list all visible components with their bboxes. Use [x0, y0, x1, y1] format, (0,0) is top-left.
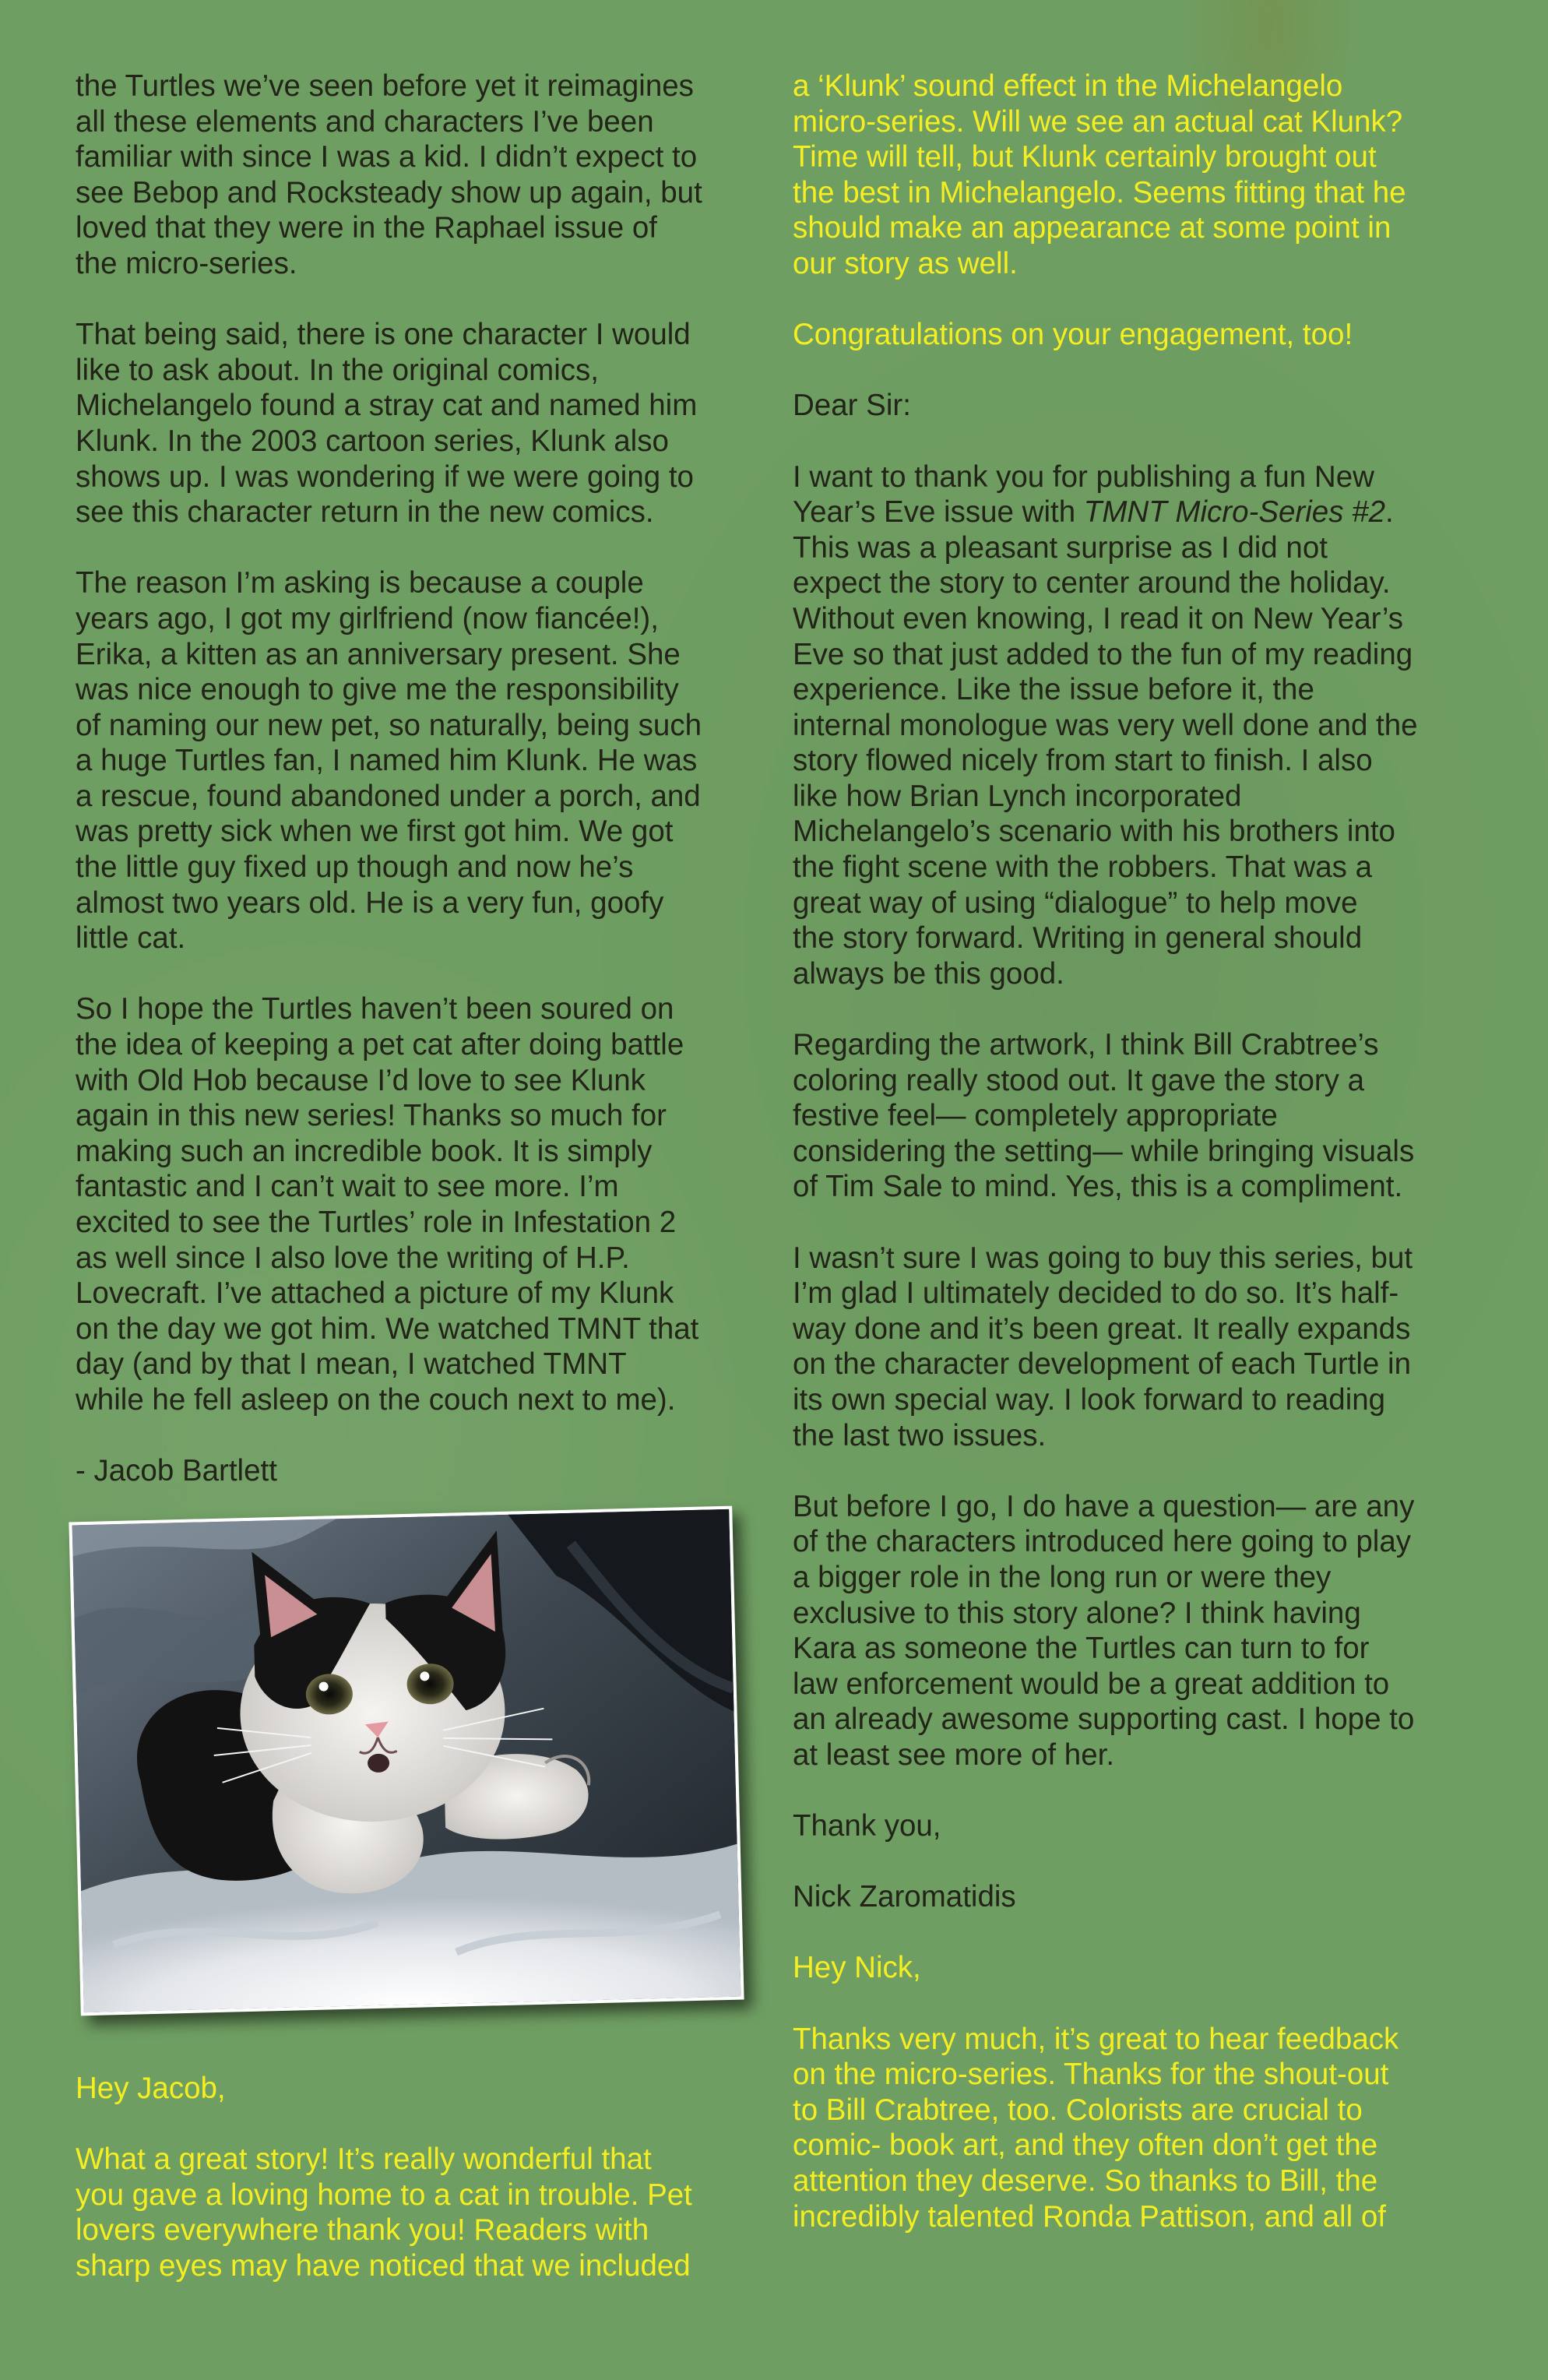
text-line: Without even knowing, I read it on New Year’s: [793, 601, 1404, 635]
reply-greeting: [76, 2071, 776, 2107]
letter-paragraph: [793, 1241, 1493, 1454]
text-line: I wasn’t sure I was going to buy this series, but: [793, 1241, 1413, 1275]
text-segment: Year’s Eve issue with: [793, 495, 1084, 530]
letter-closing: [793, 1808, 1493, 1844]
left-column: [76, 69, 776, 1524]
text-line: I’m glad I ultimately decided to do so. It’s half-: [793, 1276, 1399, 1311]
text-line: Michelangelo’s scenario with his brothers into: [793, 815, 1395, 849]
signature-text: - Jacob Bartlett: [76, 1454, 277, 1488]
text-line: a bigger role in the long run or were they: [793, 1560, 1332, 1594]
text-line: considering the setting— while bringing visuals: [793, 1134, 1415, 1168]
text-line: Lovecraft. I’ve attached a picture of my Klunk: [76, 1276, 674, 1311]
text-line: an already awesome supporting cast. I hope to: [793, 1702, 1415, 1737]
text-line: I want to thank you for publishing a fun New: [793, 459, 1374, 494]
text-line: see Bebop and Rocksteady show up again, but: [76, 175, 702, 209]
letter-paragraph: [793, 1027, 1493, 1205]
kitten-photo: [69, 1506, 744, 2016]
reply-paragraph: [76, 2142, 776, 2283]
text-line: of the characters introduced here going to play: [793, 1525, 1412, 1559]
letter-paragraph: [76, 317, 776, 530]
text-line: familiar with since I was a kid. I didn’t expect to: [76, 140, 698, 174]
text-line: exclusive to this story alone? I think having: [793, 1596, 1361, 1630]
text-line: on the day we got him. We watched TMNT that: [76, 1311, 699, 1346]
text-line: as well since I also love the writing of H.P.: [76, 1241, 630, 1275]
text-line: see this character return in the new comics.: [76, 495, 654, 530]
text-segment: .: [1384, 495, 1394, 530]
text-line: the last two issues.: [793, 1418, 1047, 1452]
text-line: Klunk. In the 2003 cartoon series, Klunk also: [76, 424, 669, 458]
text-line: a ‘Klunk’ sound effect in the Michelangelo: [793, 69, 1343, 103]
text-line: a huge Turtles fan, I named him Klunk. He was: [76, 744, 698, 778]
text-line: to Bill Crabtree, too. Colorists are crucial to: [793, 2093, 1363, 2127]
text-line: like how Brian Lynch incorporated: [793, 779, 1242, 813]
text-line: always be this good.: [793, 956, 1064, 991]
text-line: its own special way. I look forward to reading: [793, 1382, 1386, 1417]
letter-signature: [76, 1453, 776, 1489]
text-line: internal monologue was very well done and the: [793, 708, 1418, 742]
book-title: TMNT Micro-Series #2: [1083, 495, 1385, 530]
text-line: the best in Michelangelo. Seems fitting that he: [793, 175, 1406, 209]
text-line: fantastic and I can’t wait to see more. I’m: [76, 1170, 619, 1204]
text-line: like to ask about. In the original comics,: [76, 353, 599, 387]
text-line: our story as well.: [793, 246, 1018, 280]
text-line: almost two years old. He is a very fun, goofy: [76, 885, 664, 920]
text-line: the Turtles we’ve seen before yet it reimagines: [76, 69, 694, 103]
text-line: So I hope the Turtles haven’t been soured on: [76, 992, 674, 1026]
text-line: loved that they were in the Raphael issue of: [76, 211, 657, 245]
text-line: the micro-series.: [76, 246, 297, 280]
text-line: The reason I’m asking is because a couple: [76, 566, 644, 600]
text-line: coloring really stood out. It gave the story a: [793, 1063, 1365, 1097]
text-line: Thank you,: [793, 1809, 941, 1843]
text-line: [793, 495, 1493, 530]
text-line: again in this new series! Thanks so much for: [76, 1099, 667, 1133]
text-line: incredibly talented Ronda Pattison, and all of: [793, 2199, 1386, 2234]
text-line: This was a pleasant surprise as I did not: [793, 530, 1328, 565]
letter-paragraph: [793, 459, 1493, 992]
text-line: the fight scene with the robbers. That was a: [793, 850, 1373, 885]
text-line: sharp eyes may have noticed that we included: [76, 2248, 691, 2283]
text-line: Dear Sir:: [793, 389, 911, 423]
kitten-image: [72, 1509, 741, 2012]
text-line: But before I go, I do have a question— are any: [793, 1489, 1415, 1523]
text-line: the story forward. Writing in general should: [793, 921, 1363, 956]
text-line: lovers everywhere thank you! Readers with: [76, 2213, 649, 2248]
letter-greeting: [793, 388, 1493, 424]
text-line: on the character development of each Turtle in: [793, 1347, 1412, 1382]
text-line: Erika, a kitten as an anniversary present. She: [76, 637, 681, 671]
text-line: at least see more of her.: [793, 1737, 1115, 1772]
text-line: should make an appearance at some point in: [793, 211, 1391, 245]
reply-to-jacob: [76, 2071, 776, 2319]
text-line: attention they deserve. So thanks to Bill, the: [793, 2164, 1378, 2199]
text-line: Michelangelo found a stray cat and named him: [76, 389, 698, 423]
text-line: with Old Hob because I’d love to see Klunk: [76, 1063, 646, 1097]
text-line: years ago, I got my girlfriend (now fiancée!),: [76, 601, 659, 635]
right-column: [793, 69, 1493, 2270]
text-line: way done and it’s been great. It really expands: [793, 1311, 1411, 1346]
text-line: micro-series. Will we see an actual cat Klunk?: [793, 104, 1403, 139]
text-line: That being said, there is one character I would: [76, 318, 691, 352]
letter-signature: [793, 1879, 1493, 1915]
text-line: shows up. I was wondering if we were going to: [76, 459, 694, 494]
text-line: you gave a loving home to a cat in trouble. Pet: [76, 2178, 692, 2212]
text-line: festive feel— completely appropriate: [793, 1099, 1278, 1133]
letter-paragraph: [76, 565, 776, 956]
reply-greeting: [793, 1950, 1493, 1986]
letter-paragraph: [76, 991, 776, 1417]
text-line: experience. Like the issue before it, the: [793, 673, 1314, 707]
text-line: was nice enough to give me the responsibility: [76, 673, 679, 707]
signature-text: Nick Zaromatidis: [793, 1880, 1016, 1914]
text-line: of naming our new pet, so naturally, being such: [76, 708, 702, 742]
text-line: Eve so that just added to the fun of my reading: [793, 637, 1413, 671]
letter-paragraph: [793, 1489, 1493, 1773]
text-line: law enforcement would be a great addition to: [793, 1667, 1390, 1701]
text-line: day (and by that I mean, I watched TMNT: [76, 1347, 627, 1382]
text-line: Hey Jacob,: [76, 2072, 226, 2105]
text-line: a rescue, found abandoned under a porch, and: [76, 779, 701, 813]
text-line: of Tim Sale to mind. Yes, this is a compliment.: [793, 1170, 1403, 1204]
text-line: expect the story to center around the holiday.: [793, 566, 1391, 600]
text-line: Congratulations on your engagement, too!: [793, 318, 1353, 352]
letter-paragraph: [76, 69, 776, 282]
text-line: little cat.: [76, 921, 186, 956]
text-line: great way of using “dialogue” to help move: [793, 885, 1358, 920]
reply-paragraph: [793, 317, 1493, 353]
text-line: comic- book art, and they often don’t get the: [793, 2128, 1378, 2163]
text-line: Regarding the artwork, I think Bill Crabtree’s: [793, 1028, 1379, 1062]
reply-paragraph: [793, 69, 1493, 282]
text-line: Time will tell, but Klunk certainly brought out: [793, 140, 1377, 174]
text-line: Hey Nick,: [793, 1951, 921, 1985]
text-line: Kara as someone the Turtles can turn to for: [793, 1632, 1370, 1666]
text-line: the idea of keeping a pet cat after doing battle: [76, 1028, 684, 1062]
text-line: on the micro-series. Thanks for the shout-out: [793, 2058, 1389, 2092]
text-line: while he fell asleep on the couch next to me).: [76, 1382, 676, 1417]
text-line: the little guy fixed up though and now he’s: [76, 850, 634, 885]
text-line: was pretty sick when we first got him. We got: [76, 815, 674, 849]
text-line: Thanks very much, it’s great to hear feedback: [793, 2022, 1399, 2056]
text-line: What a great story! It’s really wonderful that: [76, 2142, 652, 2177]
text-line: excited to see the Turtles’ role in Infestation 2: [76, 1206, 677, 1239]
text-line: making such an incredible book. It is simply: [76, 1134, 653, 1168]
text-line: all these elements and characters I’ve been: [76, 104, 654, 139]
text-line: story flowed nicely from start to finish. I also: [793, 744, 1373, 778]
reply-paragraph: [793, 2022, 1493, 2235]
